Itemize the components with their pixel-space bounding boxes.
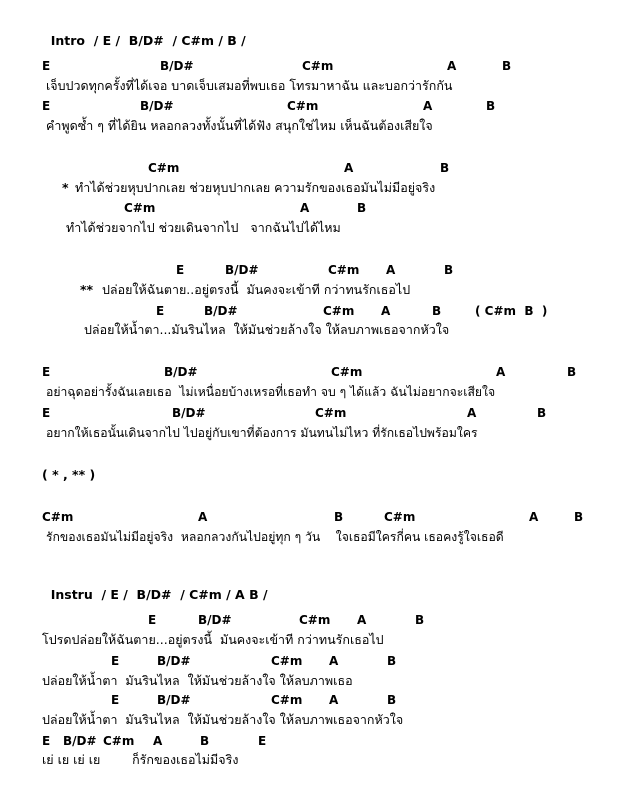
chord: C#m — [148, 161, 180, 175]
chorus-marker: * — [62, 180, 69, 195]
lyric-line: รักของเธอมันไม่มีอยู่จริง หลอกลวงกันไปอยู่ทุก ๆ วัน ใจเธอมีใครกี่คน เธอคงรู้ใจเธอดี — [46, 530, 504, 544]
intro-label: Intro — [50, 33, 85, 48]
instru-label: Instru — [50, 587, 93, 602]
chord: A — [467, 406, 477, 420]
chord: A — [381, 304, 391, 318]
chord: C#m — [271, 654, 303, 668]
lyric-line: ปล่อยให้น้ำตา มันรินไหล ให้มันช่วยล้างใจ ให้ลบภาพเธอจากหัวใจ — [42, 712, 404, 727]
lyric-line: ทำได้ช่วยหุบปากเลย ช่วยหุบปากเลย ความรักของเธอมันไม่มีอยู่จริง — [75, 180, 436, 195]
chord: A — [357, 613, 367, 627]
chord: B/D# — [198, 613, 232, 627]
chord: B — [444, 263, 454, 277]
chord: B — [387, 693, 397, 707]
chord: A — [198, 510, 208, 524]
chord: C#m — [299, 613, 331, 627]
chord: B/D# — [157, 654, 191, 668]
chord: ( C#m B ) — [475, 304, 548, 318]
lyric-line: ปล่อยให้ฉันตาย..อยู่ตรงนี้ มันคงจะเข้าที กว่าทนรักเธอไป — [102, 282, 411, 297]
chord: C#m — [103, 734, 135, 748]
chord: B — [567, 365, 577, 379]
chord: C#m — [42, 510, 74, 524]
chord: E — [111, 654, 120, 668]
chord: B — [415, 613, 425, 627]
chord: A — [329, 693, 339, 707]
chord: B — [200, 734, 210, 748]
chord: B — [432, 304, 442, 318]
chord: A — [329, 654, 339, 668]
chord: B — [440, 161, 450, 175]
chord: A — [300, 201, 310, 215]
lyric-line: เย่ เย เย่ เย ก็รักของเธอไม่มีจริง — [42, 752, 239, 767]
chord: A — [344, 161, 354, 175]
chord: C#m — [384, 510, 416, 524]
chord: E — [42, 99, 51, 113]
chord: B/D# — [225, 263, 259, 277]
instru-chords: / E / B/D# / C#m / A B / — [101, 587, 268, 602]
lyric-line: โปรดปล่อยให้ฉันตาย...อยู่ตรงนี้ มันคงจะเข้าที กว่าทนรักเธอไป — [42, 632, 384, 647]
intro-line — [42, 17, 246, 49]
chord: C#m — [287, 99, 319, 113]
chord: E — [148, 613, 157, 627]
lyric-line: อยากให้เธอนั้นเดินจากไป ไปอยู่กับเขาที่ต้องการ มันทนไม่ไหว ที่รักเธอไปพร้อมใคร — [46, 426, 478, 440]
chord: E — [42, 59, 51, 73]
chord: E — [156, 304, 165, 318]
chord: B/D# — [172, 406, 206, 420]
lyric-line: อย่าฉุดอย่ารั้งฉันเลยเธอ ไม่เหนื่อยบ้างเหรอที่เธอทำ จบ ๆ ได้แล้ว ฉันไม่อยากจะเสียใจ — [46, 385, 496, 399]
chord: E — [42, 365, 51, 379]
lyric-line: คำพูดซ้ำ ๆ ที่ได้ยิน หลอกลวงทั้งนั้นที่ได้ฟัง สนุกใช่ไหม เห็นฉันต้องเสียใจ — [46, 118, 433, 133]
chord: C#m — [315, 406, 347, 420]
repeat-marker: ( * , ** ) — [42, 467, 96, 482]
chord: A — [386, 263, 396, 277]
lyric-line: เจ็บปวดทุกครั้งที่ได้เจอ บาดเจ็บเสมอที่พบเธอ โทรมาหาฉัน และบอกว่ารักกัน — [46, 78, 453, 93]
chord: B — [502, 59, 512, 73]
chord: B/D# — [157, 693, 191, 707]
lyric-line: ปล่อยให้น้ำตา มันรินไหล ให้มันช่วยล้างใจ ให้ลบภาพเธอ — [42, 673, 353, 688]
chord: C#m — [124, 201, 156, 215]
intro-chords: / E / B/D# / C#m / B / — [93, 33, 246, 48]
chord: B — [537, 406, 547, 420]
chord: E — [258, 734, 267, 748]
chord: E — [111, 693, 120, 707]
chord: C#m — [323, 304, 355, 318]
chord: C#m — [302, 59, 334, 73]
chord: A — [496, 365, 506, 379]
chord: B — [334, 510, 344, 524]
chord: B — [486, 99, 496, 113]
chord: B/D# — [140, 99, 174, 113]
chord: B/D# — [204, 304, 238, 318]
chord: B/D# — [63, 734, 97, 748]
chord: E — [176, 263, 185, 277]
chord: C#m — [271, 693, 303, 707]
chord: E — [42, 406, 51, 420]
chord: C#m — [328, 263, 360, 277]
chord: A — [447, 59, 457, 73]
chord: A — [153, 734, 163, 748]
lyric-line: ทำได้ช่วยจากไป ช่วยเดินจากไป จากฉันไปได้ไหม — [66, 220, 341, 235]
chord: A — [423, 99, 433, 113]
chord: B — [357, 201, 367, 215]
lyric-line: ปล่อยให้น้ำตา...มันรินไหล ให้มันช่วยล้างใจ ให้ลบภาพเธอจากหัวใจ — [84, 322, 450, 337]
chorus-marker: ** — [80, 282, 94, 297]
chord: E — [42, 734, 51, 748]
chord: B — [387, 654, 397, 668]
chord: A — [529, 510, 539, 524]
chord: B/D# — [164, 365, 198, 379]
chord: B — [574, 510, 584, 524]
chord: B/D# — [160, 59, 194, 73]
instru-line — [42, 571, 268, 603]
chord: C#m — [331, 365, 363, 379]
